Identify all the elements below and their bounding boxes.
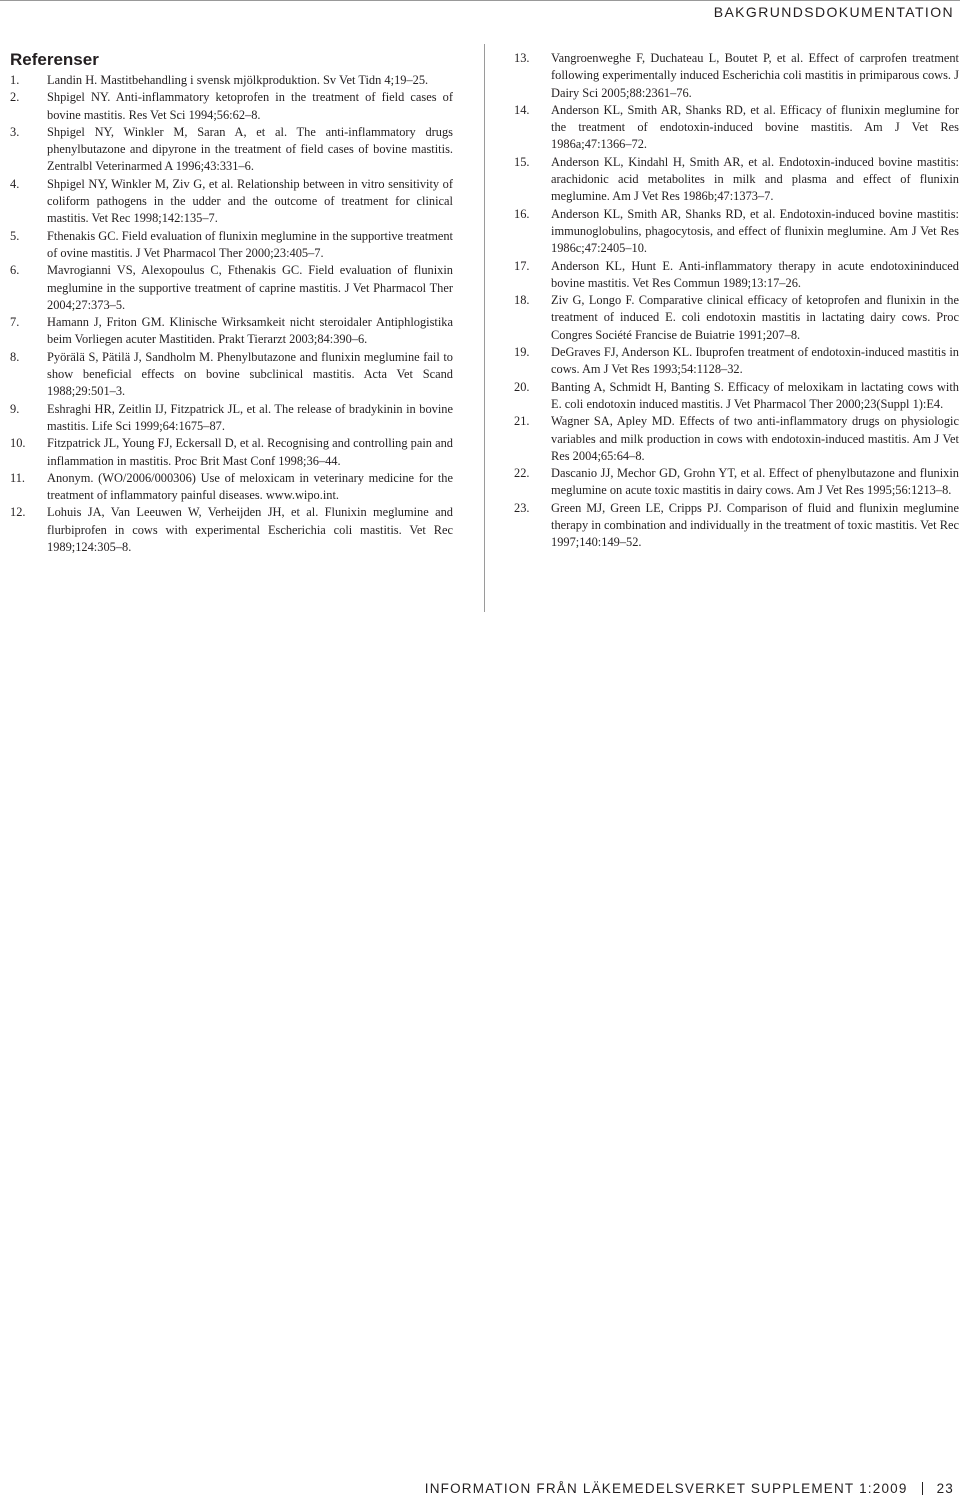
reference-item [514,206,959,258]
reference-number: 8. [10,349,20,364]
reference-text: Anderson KL, Hunt E. Anti-inflammatory therapy in acute endotoxininduced bovine mastitis. Vet Res Commun 1989;13:17–26. [551,258,959,290]
reference-item [10,435,453,470]
reference-item [10,72,453,89]
column-divider [484,44,485,612]
reference-text: Wagner SA, Apley MD. Effects of two anti-inflammatory drugs on physiologic variables and milk production in cows with endotoxin-induced mastitis. Am J Vet Res 2004;65:64–8. [551,414,959,463]
reference-item [514,258,959,293]
reference-number: 4. [10,176,20,191]
reference-text: Anderson KL, Kindahl H, Smith AR, et al. Endotoxin-induced bovine mastitis: arachidonic acid metabolites in milk and plasma and effect of flunixin meglumine. Am J Vet Res 1986b;47:1373–7. [551,154,959,204]
reference-number: 5. [10,228,20,243]
references-heading: Referenser [10,50,99,69]
section-label: BAKGRUNDSDOKUMENTATION [713,4,954,20]
reference-text: Eshraghi HR, Zeitlin IJ, Fitzpatrick JL, et al. The release of bradykinin in bovine mastitis. Life Sci 1999;64:1675–87. [47,401,453,433]
reference-item [10,504,453,556]
reference-number: 15. [514,154,530,169]
reference-text: Anonym. (WO/2006/000306) Use of meloxicam in veterinary medicine for the treatment of inflammatory painful diseases. www.wipo.int. [47,470,453,503]
reference-text: DeGraves FJ, Anderson KL. Ibuprofen treatment of endotoxin-induced mastitis in cows. Am J Vet Res 1993;54:1128–32. [551,345,959,377]
reference-number: 10. [10,436,26,451]
reference-text: Dascanio JJ, Mechor GD, Grohn YT, et al. Effect of phenylbutazone and flunixin meglumine on acute toxic mastitis in dairy cows. Am J Vet Res 1995;56:1213–8. [551,466,959,498]
reference-number: 6. [10,263,20,278]
reference-item [10,89,453,124]
reference-text: Green MJ, Green LE, Cripps PJ. Comparison of fluid and flunixin meglumine therapy in combination and individually in the treatment of toxic mastitis. Vet Rec 1997;140:149–52. [551,500,959,550]
reference-text: Fitzpatrick JL, Young FJ, Eckersall D, et al. Recognising and controlling pain and inflammation in mastitis. Proc Brit Mast Conf 1998;36–44. [47,436,453,468]
reference-text: Anderson KL, Smith AR, Shanks RD, et al. Efficacy of flunixin meglumine for the treatment of endotoxin-induced bovine mastitis. Am J Vet Res 1986a;47:1366–72. [551,102,959,152]
reference-number: 7. [10,315,20,330]
reference-number: 11. [10,470,26,485]
reference-text: Shpigel NY, Winkler M, Saran A, et al. The anti-inflammatory drugs phenylbutazone and dipyrone in the treatment of field cases of bovine mastitis. Zentralbl Veterinarmed A 1996;43:331–6. [47,124,453,174]
reference-number: 9. [10,401,20,416]
references-left-column [10,50,453,556]
reference-item [514,500,959,552]
reference-number: 22. [514,466,530,481]
reference-item [10,470,453,505]
reference-item [514,379,959,414]
reference-item [10,124,453,176]
reference-number: 23. [514,500,530,515]
reference-item [514,292,959,344]
page-number: 23 [936,1481,954,1496]
reference-text: Mavrogianni VS, Alexopoulus C, Fthenakis GC. Field evaluation of flunixin meglumine in the supportive treatment of caprine mastitis. J Vet Pharmacol Ther 2004;27:373–5. [47,263,453,312]
footer-separator [922,1482,923,1495]
reference-text: Vangroenweghe F, Duchateau L, Boutet P, et al. Effect of carprofen treatment following experimentally induced Escherichia coli mastitis in primiparous cows. J Dairy Sci 2005;88:2361–76. [551,51,959,100]
reference-number: 20. [514,379,530,394]
reference-text: Ziv G, Longo F. Comparative clinical efficacy of ketoprofen and flunixin in the treatment of induced E. coli endotoxin mastitis in lactating dairy cows. Proc Congres Société Francise de Buiatrie 1991;207–8. [551,293,959,342]
reference-list-right [514,50,959,552]
reference-text: Pyörälä S, Pätilä J, Sandholm M. Phenylbutazone and flunixin meglumine fail to show beneficial effects on bovine subclinical mastitis. Acta Vet Scand 1988;29:501–3. [47,349,453,399]
reference-number: 19. [514,345,530,360]
reference-number: 14. [514,102,530,117]
reference-text: Shpigel NY, Winkler M, Ziv G, et al. Relationship between in vitro sensitivity of coliform pathogens in the udder and the outcome of treatment for clinical mastitis. Vet Rec 1998;142:135–7. [47,176,453,226]
reference-item [514,50,959,102]
reference-number: 13. [514,51,530,65]
reference-number: 21. [514,414,530,429]
reference-number: 17. [514,258,530,273]
reference-item [514,154,959,206]
reference-item [10,314,453,349]
reference-number: 3. [10,124,20,139]
reference-item [10,262,453,314]
reference-list-left [10,72,453,556]
reference-item [514,344,959,379]
reference-item [514,413,959,465]
reference-text: Hamann J, Friton GM. Klinische Wirksamkeit nicht steroidaler Antiphlogistika beim Vorliegen acuter Mastitiden. Prakt Tierarzt 2003;84:390–6. [47,315,453,347]
publication-title: INFORMATION FRÅN LÄKEMEDELSVERKET SUPPLEMENT 1:2009 [424,1481,908,1496]
reference-text: Banting A, Schmidt H, Banting S. Efficacy of meloxikam in lactating cows with E. coli endotoxin induced mastitis. J Vet Pharmacol Ther 2000;23(Suppl 1):E4. [551,379,959,411]
reference-item [10,176,453,228]
reference-number: 1. [10,73,20,87]
reference-number: 18. [514,293,530,308]
page-header [0,0,960,31]
reference-number: 2. [10,90,20,105]
page-footer [425,1481,954,1496]
reference-text: Shpigel NY. Anti-inflammatory ketoprofen in the treatment of field cases of bovine mastitis. Res Vet Sci 1994;56:62–8. [47,90,453,122]
references-right-column [514,50,959,552]
reference-item [514,102,959,154]
reference-number: 16. [514,206,530,221]
reference-item [10,401,453,436]
reference-item [10,349,453,401]
reference-item [514,465,959,500]
reference-text: Anderson KL, Smith AR, Shanks RD, et al. Endotoxin-induced bovine mastitis: immunoglobulins, phagocytosis, and effect of flunixin meglumine. Am J Vet Res 1986c;47:2405–10. [551,206,959,256]
reference-text: Lohuis JA, Van Leeuwen W, Verheijden JH, et al. Flunixin meglumine and flurbiprofen in cows with experimental Escherichia coli mastitis. Vet Rec 1989;124:305–8. [47,505,453,555]
reference-text: Fthenakis GC. Field evaluation of flunixin meglumine in the supportive treatment of ovine mastitis. J Vet Pharmacol Ther 2000;23:405–7. [47,228,453,260]
reference-number: 12. [10,505,26,520]
reference-text: Landin H. Mastitbehandling i svensk mjölkproduktion. Sv Vet Tidn 4;19–25. [47,73,429,87]
reference-item [10,228,453,263]
